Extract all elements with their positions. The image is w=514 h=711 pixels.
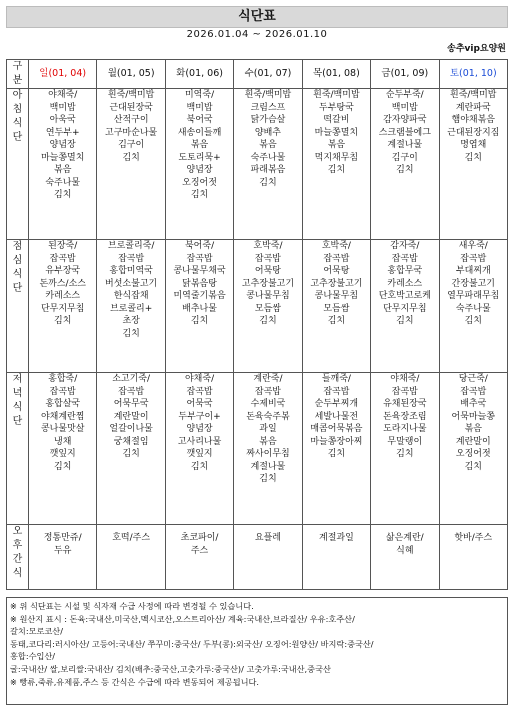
dish-item: 소고기죽/: [112, 374, 151, 384]
meal-label: 저녁식단: [12, 374, 23, 427]
dish-item: 근대된장국: [109, 102, 153, 113]
dish-item: 흰죽/백미밥: [450, 90, 497, 100]
dish-item: 볶음: [190, 140, 209, 150]
day-header-tue: 화(01, 06): [165, 60, 233, 89]
dish-item: 야채죽/: [184, 374, 215, 384]
dish-item: 모듬쌈: [254, 303, 282, 314]
dish-item: 배추국: [460, 399, 487, 409]
dish-item: 콩나물맛살: [40, 424, 85, 434]
dish-item: 잡곡밥: [186, 386, 213, 397]
meal-label: 오후간식: [12, 526, 23, 579]
dish-item: 유채된장국: [383, 399, 427, 409]
menu-cell-breakfast-tue: [165, 89, 233, 240]
header: [0, 0, 514, 62]
dish-item: 햄야채볶음: [451, 115, 495, 125]
dish-item: 김치: [54, 190, 72, 200]
dish-item: 숙주나물: [455, 303, 491, 314]
dish-item: 김치: [327, 165, 346, 175]
dish-item: 어묵탕: [323, 266, 350, 276]
dish-item: 호떡/주스: [112, 533, 151, 543]
dish-item: 잡곡밥: [118, 386, 145, 397]
dish-item: 백미밥: [186, 102, 213, 113]
dish-item: 마늘쫑멸치: [40, 152, 85, 163]
menu-cell-lunch-wed: [234, 240, 302, 373]
dish-item: 계란파국: [455, 102, 491, 113]
dish-item: 어묵마늘쫑: [451, 411, 495, 422]
dish-item: 야채계란찜: [40, 411, 85, 422]
dish-item: 마늘쫑장아찌: [310, 436, 363, 447]
organization-name: 송추vip요양원: [447, 44, 506, 54]
dish-item: 깻잎지: [186, 449, 213, 459]
menu-cell-lunch-fri: [371, 240, 439, 373]
meal-label-cell: [7, 89, 29, 240]
menu-cell-breakfast-sat: [439, 89, 507, 240]
menu-cell-lunch-mon: [97, 240, 165, 373]
dish-item: 김치: [327, 316, 346, 326]
dish-item: 양념장: [186, 165, 213, 175]
dish-item: 김치: [464, 461, 482, 472]
dish-item: 김치: [396, 449, 414, 459]
dish-item: 잡곡밥: [186, 253, 213, 264]
dish-item: 김구이: [391, 152, 418, 163]
dish-item: 김치: [396, 165, 414, 175]
dish-item: 매콤어묵볶음: [310, 424, 363, 434]
dish-item: 볶음: [327, 140, 346, 150]
dish-item: 당근죽/: [458, 374, 488, 384]
dish-item: 잡곡밥: [254, 253, 282, 264]
menu-cell-dinner-mon: [97, 373, 165, 525]
dish-item: 계란말이: [113, 411, 149, 422]
meal-row-snack: [7, 525, 508, 590]
page-title: 식단표: [6, 6, 508, 28]
dish-item: 파래볶음: [250, 165, 286, 175]
dish-item: 아욱국: [49, 115, 76, 125]
dish-item: 홍합살국: [45, 399, 81, 409]
dish-item: 잡곡밥: [460, 386, 487, 397]
menu-cell-dinner-fri: [371, 373, 439, 525]
dish-item: 정통만쥬/: [43, 533, 82, 543]
dish-item: 요플레: [254, 533, 282, 543]
dish-item: 김치: [190, 190, 209, 200]
dish-item: 브로콜리+: [109, 303, 153, 314]
dish-item: 오징어젓: [182, 177, 217, 188]
day-header-sun: 일(01, 04): [29, 60, 97, 89]
day-header-fri: 금(01, 09): [371, 60, 439, 89]
menu-cell-snack-fri: [371, 525, 439, 590]
dish-item: 산적구이: [113, 115, 149, 125]
menu-cell-snack-mon: [97, 525, 165, 590]
dish-item: 김치: [259, 474, 277, 484]
menu-cell-breakfast-sun: [29, 89, 97, 240]
dish-item: 계절나물: [387, 140, 423, 150]
note-line: 동태,코다리:러시아산/ 고등어:국내산/ 쭈꾸미:중국산/ 두부(콩):외국산/ 오징어:원양산/ 바지락:중국산/: [10, 638, 374, 649]
dish-item: 홍합무국: [387, 266, 423, 276]
dish-item: 호박죽/: [253, 241, 283, 251]
dish-item: 들깨죽/: [321, 374, 351, 384]
dish-item: 두유: [54, 545, 72, 556]
menu-cell-snack-thu: [302, 525, 370, 590]
dish-item: 식혜: [396, 545, 414, 556]
dish-item: 닭볶음탕: [182, 278, 217, 289]
dish-item: 스크램블에그: [378, 127, 431, 138]
dish-item: 볶음: [464, 424, 482, 434]
day-header-sat: 토(01, 10): [439, 60, 507, 89]
dish-item: 모듬쌈: [323, 303, 350, 314]
dish-item: 김치: [464, 316, 482, 326]
dish-item: 잡곡밥: [391, 386, 418, 397]
dish-item: 양념장: [186, 424, 213, 434]
dish-item: 김치: [259, 177, 277, 188]
dish-item: 김치: [122, 328, 140, 339]
dish-item: 숙주나물: [45, 177, 81, 188]
menu-cell-dinner-sat: [439, 373, 507, 525]
day-header-wed: 수(01, 07): [234, 60, 302, 89]
dish-item: 유부장국: [45, 266, 81, 276]
dish-item: 김치: [122, 152, 140, 163]
dish-item: 야채죽/: [48, 90, 78, 100]
dish-item: 김치: [190, 461, 209, 472]
dish-item: 양념장: [49, 140, 76, 150]
dish-item: 배추나물: [182, 303, 217, 314]
dish-item: 콩나물무채국: [173, 266, 226, 276]
dish-item: 흰죽/백미밥: [313, 90, 360, 100]
dish-item: 계절과일: [319, 533, 354, 543]
dish-item: 계란말이: [455, 436, 491, 447]
dish-item: 잡곡밥: [323, 253, 350, 264]
menu-cell-dinner-thu: [302, 373, 370, 525]
weekly-menu-table: [6, 59, 508, 590]
dish-item: 간장불고기: [451, 278, 495, 289]
dish-item: 마늘쫑멸치: [314, 127, 359, 138]
dish-item: 김치: [190, 316, 209, 326]
dish-item: 김구이: [118, 140, 145, 150]
menu-cell-breakfast-wed: [234, 89, 302, 240]
meal-label: 아침식단: [12, 90, 23, 143]
dish-item: 핫바/주스: [454, 533, 493, 543]
meal-label: 점심식단: [12, 241, 23, 294]
dish-item: 돈육장조림: [383, 411, 427, 422]
meal-label-cell: [7, 240, 29, 373]
dish-item: 부대찌개: [455, 266, 491, 276]
corner-label: 구분: [12, 61, 23, 86]
dish-item: 김치: [327, 449, 346, 459]
dish-item: 초코파이/: [180, 533, 219, 543]
dish-item: 크림스프: [250, 102, 286, 113]
dish-item: 북어죽/: [184, 241, 215, 251]
dish-item: 깻잎지: [49, 449, 76, 459]
note-line: ※ 위 식단표는 시설 및 식자재 수급 사정에 따라 변경될 수 있습니다.: [10, 601, 254, 611]
dish-item: 잡곡밥: [391, 253, 418, 264]
dish-item: 단무지무침: [40, 303, 85, 314]
dish-item: 두부탕국: [319, 102, 354, 113]
dish-item: 무말랭이: [387, 436, 423, 447]
note-line: 굴:국내산/ 쌀,보리쌀:국내산/ 김치(배추:중국산,고춧가루:중국산)/ 고춧가루:국내산,중국산: [10, 663, 331, 674]
menu-cell-snack-sat: [439, 525, 507, 590]
dish-item: 순두부죽/: [385, 90, 424, 100]
menu-cell-lunch-sun: [29, 240, 97, 373]
dish-item: 잡곡밥: [49, 253, 76, 264]
dish-item: 먹지채무침: [314, 152, 359, 163]
dish-item: 볶음: [259, 436, 277, 447]
dish-item: 고사리나물: [177, 436, 222, 447]
dish-item: 흰죽/백미밥: [244, 90, 292, 100]
dish-item: 미역죽/: [184, 90, 215, 100]
dish-item: 잡곡밥: [118, 253, 145, 264]
dish-item: 수제비국: [250, 399, 286, 409]
dish-item: 고구마순나물: [105, 127, 158, 138]
dish-item: 잡곡밥: [49, 386, 76, 397]
menu-cell-dinner-tue: [165, 373, 233, 525]
dish-item: 양배추: [254, 127, 282, 138]
dish-item: 백미밥: [391, 102, 418, 113]
dish-item: 버섯소불고기: [105, 278, 158, 289]
dish-item: 얼갈이나물: [109, 424, 153, 434]
dish-item: 카레소스: [45, 291, 81, 301]
menu-cell-snack-tue: [165, 525, 233, 590]
corner-header: [7, 60, 29, 89]
menu-cell-lunch-sat: [439, 240, 507, 373]
dish-item: 어묵탕: [254, 266, 282, 276]
dish-item: 초장: [122, 316, 140, 326]
dish-item: 북어국: [186, 115, 213, 125]
dish-item: 계란죽/: [253, 374, 283, 384]
dish-item: 세발나물전: [314, 411, 359, 422]
dish-item: 단무지무침: [383, 303, 427, 314]
dish-item: 된장죽/: [48, 241, 78, 251]
day-header-row: [7, 60, 508, 89]
dish-item: 오징어젓: [455, 449, 491, 459]
menu-cell-breakfast-mon: [97, 89, 165, 240]
meal-row-lunch: [7, 240, 508, 373]
dish-item: 어묵국: [186, 399, 213, 409]
dish-item: 김치: [259, 316, 277, 326]
meal-row-breakfast: [7, 89, 508, 240]
dish-item: 궁채절임: [113, 436, 149, 447]
menu-cell-snack-sun: [29, 525, 97, 590]
menu-cell-breakfast-thu: [302, 89, 370, 240]
dish-item: 콩나물무침: [246, 291, 290, 301]
dish-item: 고추장불고기: [310, 278, 363, 289]
dish-item: 단호박고로케: [378, 291, 431, 301]
dish-item: 삶은계란/: [385, 533, 424, 543]
dish-item: 돈육숙주볶: [246, 411, 290, 422]
dish-item: 명엽채: [460, 140, 487, 150]
dish-item: 잡곡밥: [323, 386, 350, 397]
dish-item: 계절나물: [250, 461, 286, 472]
dish-item: 흰죽/백미밥: [107, 90, 155, 100]
notes-box: [6, 597, 508, 705]
meal-label-cell: [7, 525, 29, 590]
dish-item: 미역줄기볶음: [173, 291, 226, 301]
dish-item: 김치: [122, 449, 140, 459]
dish-item: 돈까스/소스: [39, 278, 86, 289]
dish-item: 볶음: [54, 165, 72, 175]
day-header-mon: 월(01, 05): [97, 60, 165, 89]
dish-item: 순두부찌개: [314, 399, 359, 409]
dish-item: 김치: [54, 316, 72, 326]
dish-item: 닭가슴살: [250, 115, 286, 125]
dish-item: 잡곡밥: [460, 253, 487, 264]
note-line: ※ 빵류,죽류,유제품,주스 등 간식은 수급에 따라 변동되어 제공됩니다.: [10, 676, 260, 687]
dish-item: 숙주나물: [250, 152, 286, 163]
dish-item: 과일: [259, 424, 277, 434]
dish-item: 감자죽/: [390, 241, 420, 251]
note-line: ※ 원산지 표시 : 돈육:국내산,미국산,멕시코산,오스트리아산/ 계육:국내산,브라질산/ 우유:호주산/: [10, 613, 355, 624]
dish-item: 근대된장지짐: [447, 127, 500, 138]
menu-cell-lunch-thu: [302, 240, 370, 373]
dish-item: 볶음: [259, 140, 277, 150]
dish-item: 백미밥: [49, 102, 76, 113]
dish-item: 감자양파국: [383, 115, 427, 125]
menu-cell-snack-wed: [234, 525, 302, 590]
dish-item: 주스: [190, 545, 209, 556]
dish-item: 호박죽/: [321, 241, 351, 251]
dish-item: 새송이들깨: [177, 127, 222, 138]
dish-item: 김치: [54, 461, 72, 472]
dish-item: 연두부+: [45, 127, 80, 138]
dish-item: 어묵무국: [113, 399, 149, 409]
menu-cell-dinner-sun: [29, 373, 97, 525]
dish-item: 카레소스: [387, 278, 423, 289]
dish-item: 새우죽/: [458, 241, 488, 251]
dish-item: 홍합미역국: [109, 266, 153, 276]
dish-item: 김치: [464, 152, 482, 163]
dish-item: 고추장불고기: [241, 278, 295, 289]
note-line: 갈치:모로코산/: [10, 626, 63, 637]
dish-item: 냉채: [54, 436, 72, 447]
dish-item: 잡곡밥: [254, 386, 282, 397]
menu-cell-dinner-wed: [234, 373, 302, 525]
meal-label-cell: [7, 373, 29, 525]
dish-item: 야채죽/: [390, 374, 420, 384]
dish-item: 두부구이+: [178, 411, 221, 422]
meal-row-dinner: [7, 373, 508, 525]
menu-cell-breakfast-fri: [371, 89, 439, 240]
note-line: 홍합:수입산/: [10, 651, 56, 662]
dish-item: 김치: [396, 316, 414, 326]
menu-cell-lunch-tue: [165, 240, 233, 373]
dish-item: 홍합죽/: [48, 374, 78, 384]
day-header-thu: 목(01, 08): [302, 60, 370, 89]
dish-item: 도토리묵+: [178, 152, 221, 163]
dish-item: 떡갈비: [323, 115, 350, 125]
dish-item: 브로콜리죽/: [107, 241, 155, 251]
dish-item: 열무파래무침: [447, 291, 500, 301]
dish-item: 한식잡채: [113, 291, 149, 301]
menu-period: 2026.01.04 ~ 2026.01.10: [186, 29, 328, 40]
dish-item: 짜사이무침: [246, 449, 290, 459]
dish-item: 도라지나물: [383, 424, 427, 434]
dish-item: 콩나물무침: [314, 291, 359, 301]
